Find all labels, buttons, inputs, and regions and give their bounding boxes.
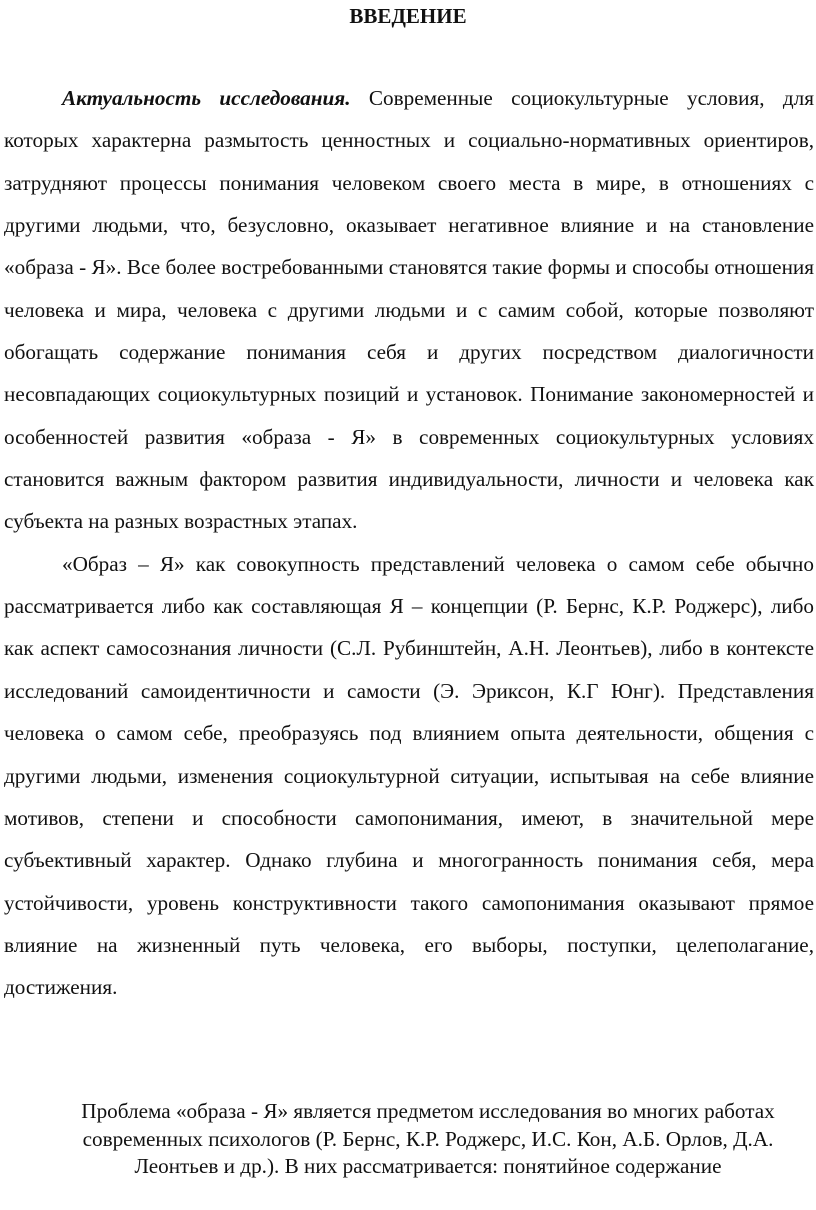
page-title: ВВЕДЕНИЕ <box>349 4 467 28</box>
paragraph-lead: Актуальность исследования. <box>62 86 351 110</box>
footer-paragraph: Проблема «образа - Я» является предметом исследования во многих работах современных психологов (Р. Бернс, К.Р. Роджерс, И.С. Кон, А.Б. Орлов, Д.А. Леонтьев и др.). В них рассматривается: понятийное содержание <box>81 1099 775 1178</box>
paragraph-relevance <box>4 77 814 543</box>
document-body <box>4 77 814 1009</box>
paragraph-text: Современные социокультурные условия, для которых характерна размытость ценностных и социально-нормативных ориентиров, затрудняют процессы понимания человеком своего места в мире, в отношениях с другими людьми, что, безусловно, оказывает негативное влияние и на становление «образа - Я». Все более востребованными становятся такие формы и способы отношения человека и мира, человека с другими людьми и с самим собой, которые позволяют обогащать содержание понимания себя и других посредством диалогичности несовпадающих социокультурных позиций и установок. Понимание закономерностей и особенностей развития «образа - Я» в современных социокультурных условиях становится важным фактором развития индивидуальности, личности и человека как субъекта на разных возрастных этапах. <box>4 86 814 534</box>
paragraph-self-image: «Образ – Я» как совокупность представлений человека о самом себе обычно рассматривается либо как составляющая Я – концепции (Р. Бернс, К.Р. Роджерс), либо как аспект самосознания личности (С.Л. Рубинштейн, А.Н. Леонтьев), либо в контексте исследований самоидентичности и самости (Э. Эриксон, К.Г Юнг). Представления человека о самом себе, преобразуясь под влиянием опыта деятельности, общения с другими людьми, изменения социокультурной ситуации, испытывая на себе влияние мотивов, степени и способности самопонимания, имеют, в значительной мере субъективный характер. Однако глубина и многогранность понимания себя, мера устойчивости, уровень конструктивности такого самопонимания оказывают прямое влияние на жизненный путь человека, его выборы, поступки, целеполагание, достижения. <box>4 551 814 1000</box>
